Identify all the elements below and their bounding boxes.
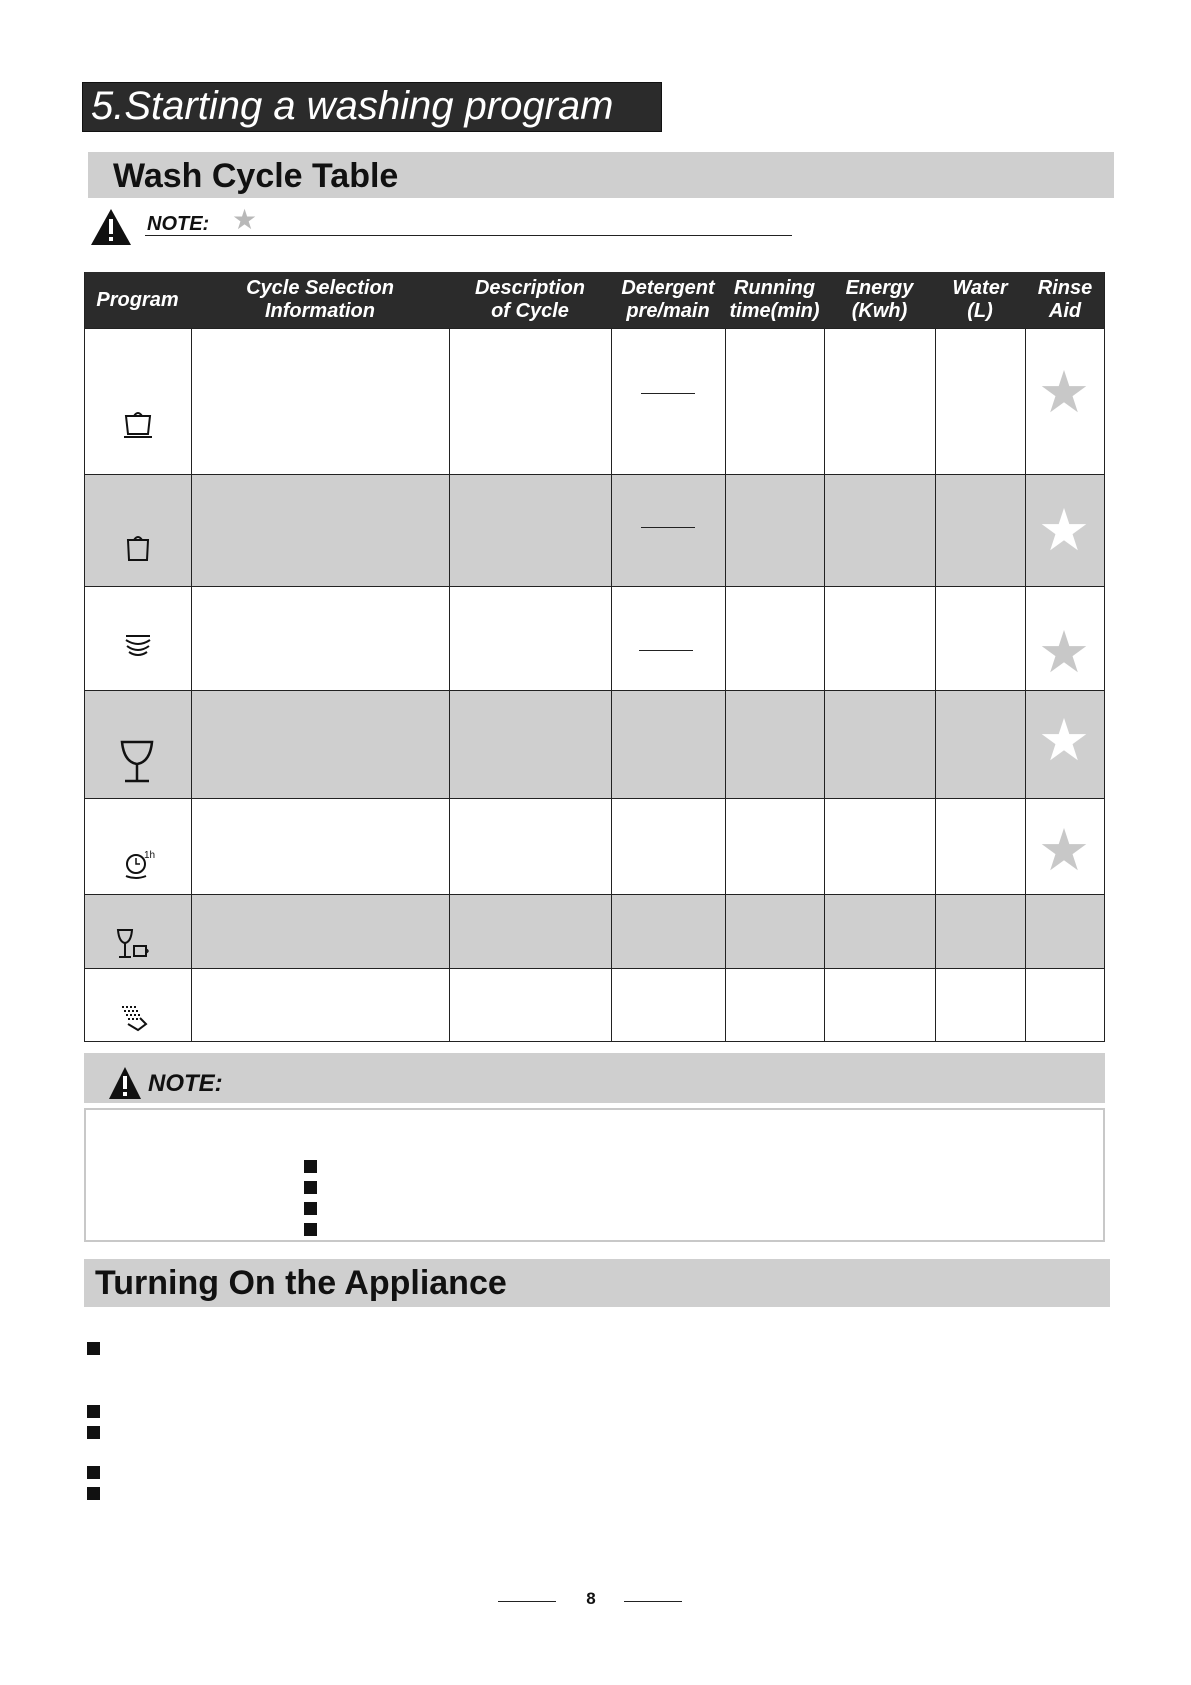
bullet-square — [304, 1223, 317, 1236]
bullet-square — [304, 1160, 317, 1173]
bullet-square — [87, 1487, 100, 1500]
warning-icon — [108, 1066, 142, 1100]
normal-pot-icon — [118, 528, 158, 568]
table-row — [84, 690, 1105, 798]
table-row — [84, 586, 1105, 690]
note-underline — [145, 235, 792, 236]
intensive-pot-icon — [118, 404, 158, 444]
rinse-aid-star-icon: ★ — [1038, 360, 1090, 425]
bullet-square — [87, 1426, 100, 1439]
turning-on-title: Turning On the Appliance — [95, 1264, 507, 1302]
table-row — [84, 328, 1105, 474]
rinse-aid-star-icon: ★ — [1038, 708, 1090, 773]
note-banner — [84, 1053, 1105, 1103]
header-energy: Energy (Kwh) — [824, 272, 935, 328]
page-number-rule — [498, 1601, 556, 1602]
bullet-square — [87, 1466, 100, 1479]
page-number: 8 — [586, 1589, 596, 1608]
table-row — [84, 474, 1105, 586]
rapid-glass-cup-icon — [114, 922, 158, 966]
bullet-square — [87, 1405, 100, 1418]
rinse-aid-star-icon: ★ — [1038, 498, 1090, 563]
rinse-aid-star-icon: ★ — [1038, 818, 1090, 883]
eco-dishes-icon — [118, 624, 158, 664]
bullet-square — [87, 1342, 100, 1355]
pre-wash-spray-icon — [116, 998, 156, 1038]
star-icon: ★ — [232, 204, 258, 235]
note-label: NOTE: — [148, 1070, 223, 1097]
header-running-time: Running time(min) — [725, 272, 824, 328]
wash-cycle-table-title: Wash Cycle Table — [113, 157, 399, 195]
svg-text:1h: 1h — [144, 850, 156, 861]
rinse-aid-star-icon: ★ — [1038, 620, 1090, 685]
section-title: 5.Starting a washing program — [82, 82, 662, 132]
bullet-square — [304, 1202, 317, 1215]
page-number-rule — [624, 1601, 682, 1602]
detergent-dash — [641, 527, 695, 528]
detergent-dash — [641, 393, 695, 394]
bullet-square — [304, 1181, 317, 1194]
header-program: Program — [84, 272, 191, 328]
table-row — [84, 968, 1105, 1042]
header-water: Water (L) — [935, 272, 1025, 328]
header-detergent: Detergent pre/main — [611, 272, 725, 328]
note-box — [84, 1108, 1105, 1242]
note-label: NOTE: — [147, 213, 210, 235]
glass-icon — [114, 738, 160, 786]
one-hour-icon — [118, 844, 158, 884]
warning-icon — [90, 208, 132, 246]
table-row — [84, 894, 1105, 968]
header-rinse-aid: Rinse Aid — [1025, 272, 1105, 328]
header-description: Description of Cycle — [449, 272, 611, 328]
detergent-dash — [639, 650, 693, 651]
header-cycle-selection: Cycle Selection Information — [191, 272, 449, 328]
table-row — [84, 798, 1105, 894]
wash-cycle-table — [84, 272, 1105, 1042]
